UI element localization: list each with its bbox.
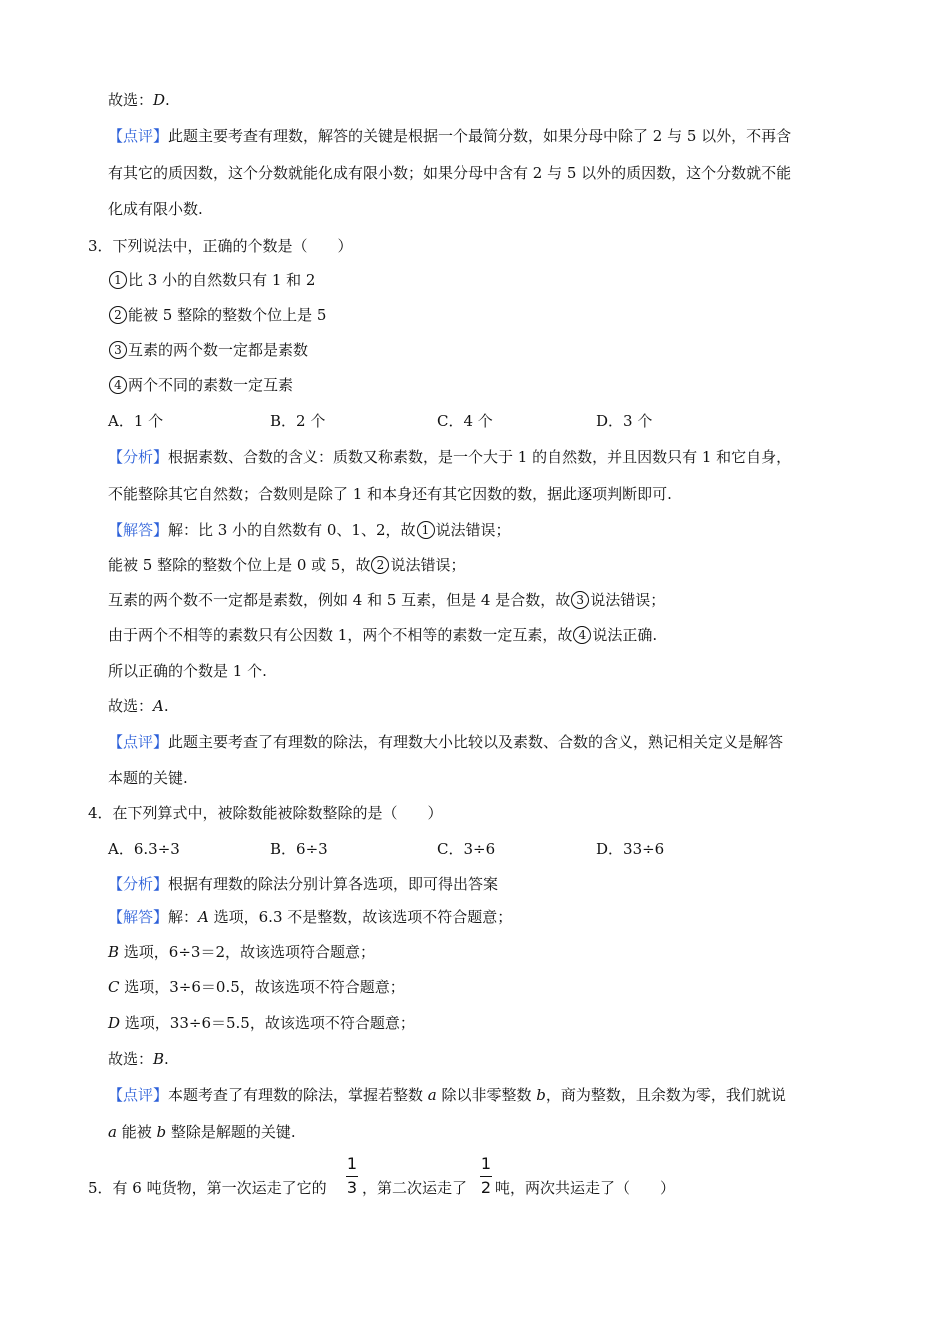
q3-comment-line-2: 本题的关键.: [108, 769, 188, 787]
q3-statement-2: 2 能被 5 整除的整数个位上是 5: [108, 305, 326, 325]
analysis-tag: 【分析】: [108, 448, 169, 466]
q3-stem: 3．下列说法中，正确的个数是（ ）: [88, 237, 353, 255]
q4-solution-line-1: 【解答】解：A 选项，6.3 不是整数，故该选项不符合题意；: [108, 908, 513, 926]
q4-solution-line-4: D 选项，33÷6＝5.5，故该选项不符合题意；: [108, 1014, 415, 1032]
fraction-bar: [346, 1176, 358, 1177]
q3-answer-line: 故选：A.: [108, 697, 169, 715]
q2-answer-line: 故选：D.: [108, 91, 170, 109]
comment-tag: 【点评】: [108, 127, 169, 145]
q2-comment-line-1: 【点评】此题主要考查有理数，解答的关键是根据一个最简分数，如果分母中除了 2 与 5 以外，不再含: [108, 127, 792, 145]
comment-tag: 【点评】: [108, 1086, 169, 1104]
q5-stem-part-3: 吨，两次共运走了（ ）: [495, 1179, 676, 1197]
q4-comment-line-1: 【点评】本题考查了有理数的除法，掌握若整数 a 除以非零整数 b，商为整数，且余数为零，我们就说: [108, 1086, 786, 1104]
q4-analysis-line: 【分析】根据有理数的除法分别计算各选项，即可得出答案: [108, 875, 499, 893]
q4-comment-line-2: a 能被 b 整除是解题的关键.: [108, 1123, 296, 1141]
q5-stem-part-2: ，第二次运走了: [362, 1179, 468, 1197]
q3-option-c: C．4 个: [437, 412, 493, 430]
q3-solution-line-1: 【解答】解：比 3 小的自然数有 0、1、2，故 1 说法错误；: [108, 521, 511, 539]
q5-stem-part-1: 5．有 6 吨货物，第一次运走了它的: [88, 1179, 327, 1197]
comment-tag: 【点评】: [108, 733, 169, 751]
q3-solution-line-2: 能被 5 整除的整数个位上是 0 或 5，故 2 说法错误；: [108, 556, 466, 574]
q3-solution-line-5: 所以正确的个数是 1 个.: [108, 662, 267, 680]
q3-comment-line-1: 【点评】此题主要考查了有理数的除法，有理数大小比较以及素数、合数的含义，熟记相关定义是解答: [108, 733, 784, 751]
q4-option-d: D．33÷6: [596, 840, 665, 858]
q4-answer-line: 故选：B.: [108, 1050, 169, 1068]
solution-tag: 【解答】: [108, 908, 169, 926]
q4-option-c: C．3÷6: [437, 840, 496, 858]
q4-solution-line-3: C 选项，3÷6＝0.5，故该选项不符合题意；: [108, 978, 405, 996]
q3-option-d: D．3 个: [596, 412, 653, 430]
analysis-tag: 【分析】: [108, 875, 169, 893]
q4-option-b: B．6÷3: [270, 840, 328, 858]
q2-comment-line-3: 化成有限小数.: [108, 200, 203, 218]
q4-solution-line-2: B 选项，6÷3＝2，故该选项符合题意；: [108, 943, 375, 961]
solution-tag: 【解答】: [108, 521, 169, 539]
q3-option-a: A．1 个: [108, 412, 164, 430]
q3-statement-4: 4 两个不同的素数一定互素: [108, 375, 293, 395]
q3-statement-1: 1 比 3 小的自然数只有 1 和 2: [108, 270, 315, 290]
q5-fraction-one-half: 1 2: [480, 1154, 492, 1197]
q5-fraction-one-third: 1 3: [346, 1154, 358, 1197]
fraction-bar: [480, 1176, 492, 1177]
q2-comment-line-2: 有其它的质因数，这个分数就能化成有限小数；如果分母中含有 2 与 5 以外的质因数，这个分数就不能: [108, 164, 792, 182]
q3-solution-line-3: 互素的两个数不一定都是素数，例如 4 和 5 互素，但是 4 是合数，故 3 说法错误；: [108, 591, 666, 609]
q3-option-b: B．2 个: [270, 412, 326, 430]
q4-option-a: A．6.3÷3: [108, 840, 180, 858]
q3-analysis-line-2: 不能整除其它自然数；合数则是除了 1 和本身还有其它因数的数，据此逐项判断即可.: [108, 485, 672, 503]
q3-solution-line-4: 由于两个不相等的素数只有公因数 1，两个不相等的素数一定互素，故 4 说法正确.: [108, 626, 658, 644]
q4-stem: 4．在下列算式中，被除数能被除数整除的是（ ）: [88, 804, 443, 822]
q3-statement-3: 3 互素的两个数一定都是素数: [108, 340, 308, 360]
q3-analysis-line-1: 【分析】根据素数、合数的含义：质数又称素数，是一个大于 1 的自然数，并且因数只有 1 和它自身，: [108, 448, 792, 466]
